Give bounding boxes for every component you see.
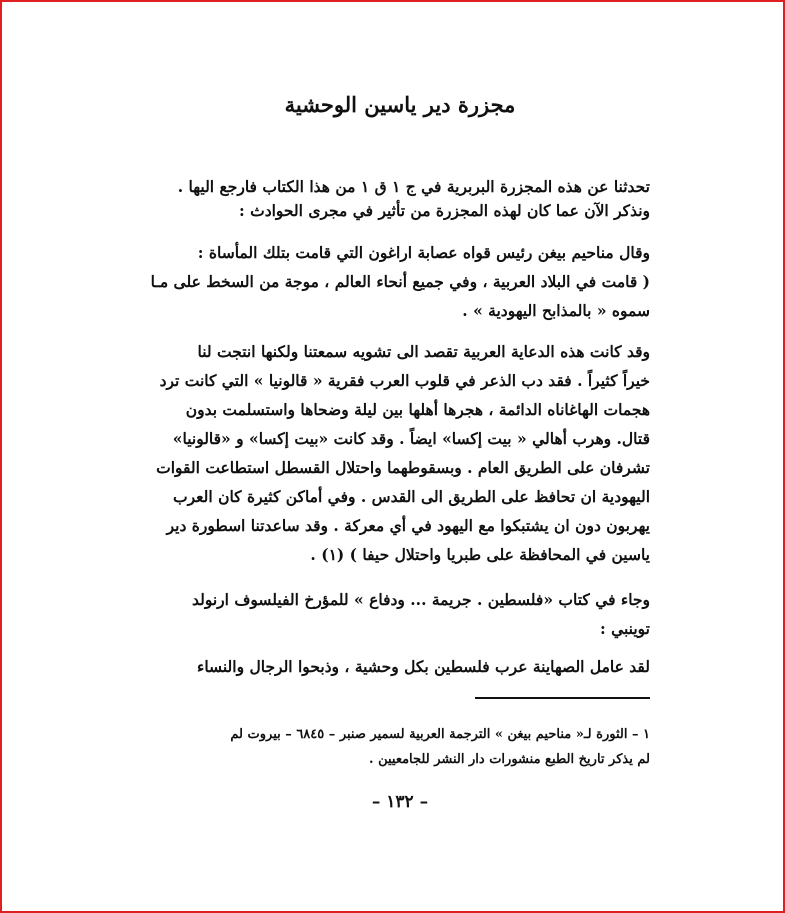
- text-line: خيراً كثيراً . فقد دب الذعر في قلوب العرب فقرية « قالونيا » التي كانت ترد: [159, 371, 650, 390]
- footnote-line: ١ – الثورة لـ« مناحيم بيغن » الترجمة العربية لسمير صنبر – ٦٨٤٥ – بيروت لم: [230, 727, 650, 742]
- paragraph-propaganda: [150, 337, 650, 569]
- paragraph-quote-start: [150, 652, 650, 681]
- text-line: ( قامت في البلاد العربية ، وفي جميع أنحاء العالم ، موجة من السخط على مـا: [150, 272, 650, 291]
- text-line: وجاء في كتاب «فلسطين . جريمة ... ودفاع » للمؤرخ الفيلسوف ارنولد: [191, 590, 650, 609]
- document-page: [150, 0, 650, 913]
- text-line: يهربون دون ان يشتبكوا مع اليهود في أي معركة . وقد ساعدتنا اسطورة دير: [166, 516, 650, 535]
- text-line: اليهودية ان تحافظ على الطريق الى القدس . وفي أماكن كثيرة كان العرب: [173, 487, 650, 506]
- text-line: لقد عامل الصهاينة عرب فلسطين بكل وحشية ، وذبحوا الرجال والنساء: [197, 657, 650, 676]
- text-line: تشرفان على الطريق العام . وبسقوطهما واحتلال القسطل استطاعت القوات: [156, 458, 650, 477]
- paragraph-toynbee: [150, 585, 650, 643]
- footnote-line: لم يذكر تاريخ الطبع منشورات دار النشر للجامعيين .: [369, 752, 650, 767]
- text-line: توينبي :: [599, 619, 650, 638]
- text-line: ياسين في المحافظة على طبريا واحتلال حيفا ) (١) .: [310, 545, 650, 564]
- text-line: وقد كانت هذه الدعاية العربية تقصد الى تشويه سمعتنا ولكنها انتجت لنا: [197, 342, 650, 361]
- paragraph-begin-quote: [150, 238, 650, 325]
- page-number: – ١٣٢ –: [371, 792, 429, 812]
- page-title: مجزرة دير ياسين الوحشية: [284, 92, 516, 117]
- text-line: قتال. وهرب أهالي « بيت إكسا» ايضاً . وقد كانت «بيت إكسا» و «قالونيا»: [172, 429, 650, 448]
- text-line: ونذكر الآن عما كان لهذه المجزرة من تأثير في مجرى الحوادث :: [238, 201, 650, 220]
- text-line: تحدثنا عن هذه المجزرة البربرية في ج ١ ق ١ من هذا الكتاب فارجع اليها .: [177, 177, 650, 196]
- paragraph-intro: [150, 175, 650, 223]
- footnote-divider: [475, 697, 650, 699]
- text-line: هجمات الهاغاناه الدائمة ، هجرها أهلها بين ليلة وضحاها واستسلمت بدون: [185, 400, 650, 419]
- text-line: وقال مناحيم بيغن رئيس قواه عصابة اراغون التي قامت بتلك المأساة :: [197, 243, 650, 262]
- footnote: [150, 722, 650, 772]
- text-line: سموه « بالمذابح اليهودية » .: [462, 301, 650, 320]
